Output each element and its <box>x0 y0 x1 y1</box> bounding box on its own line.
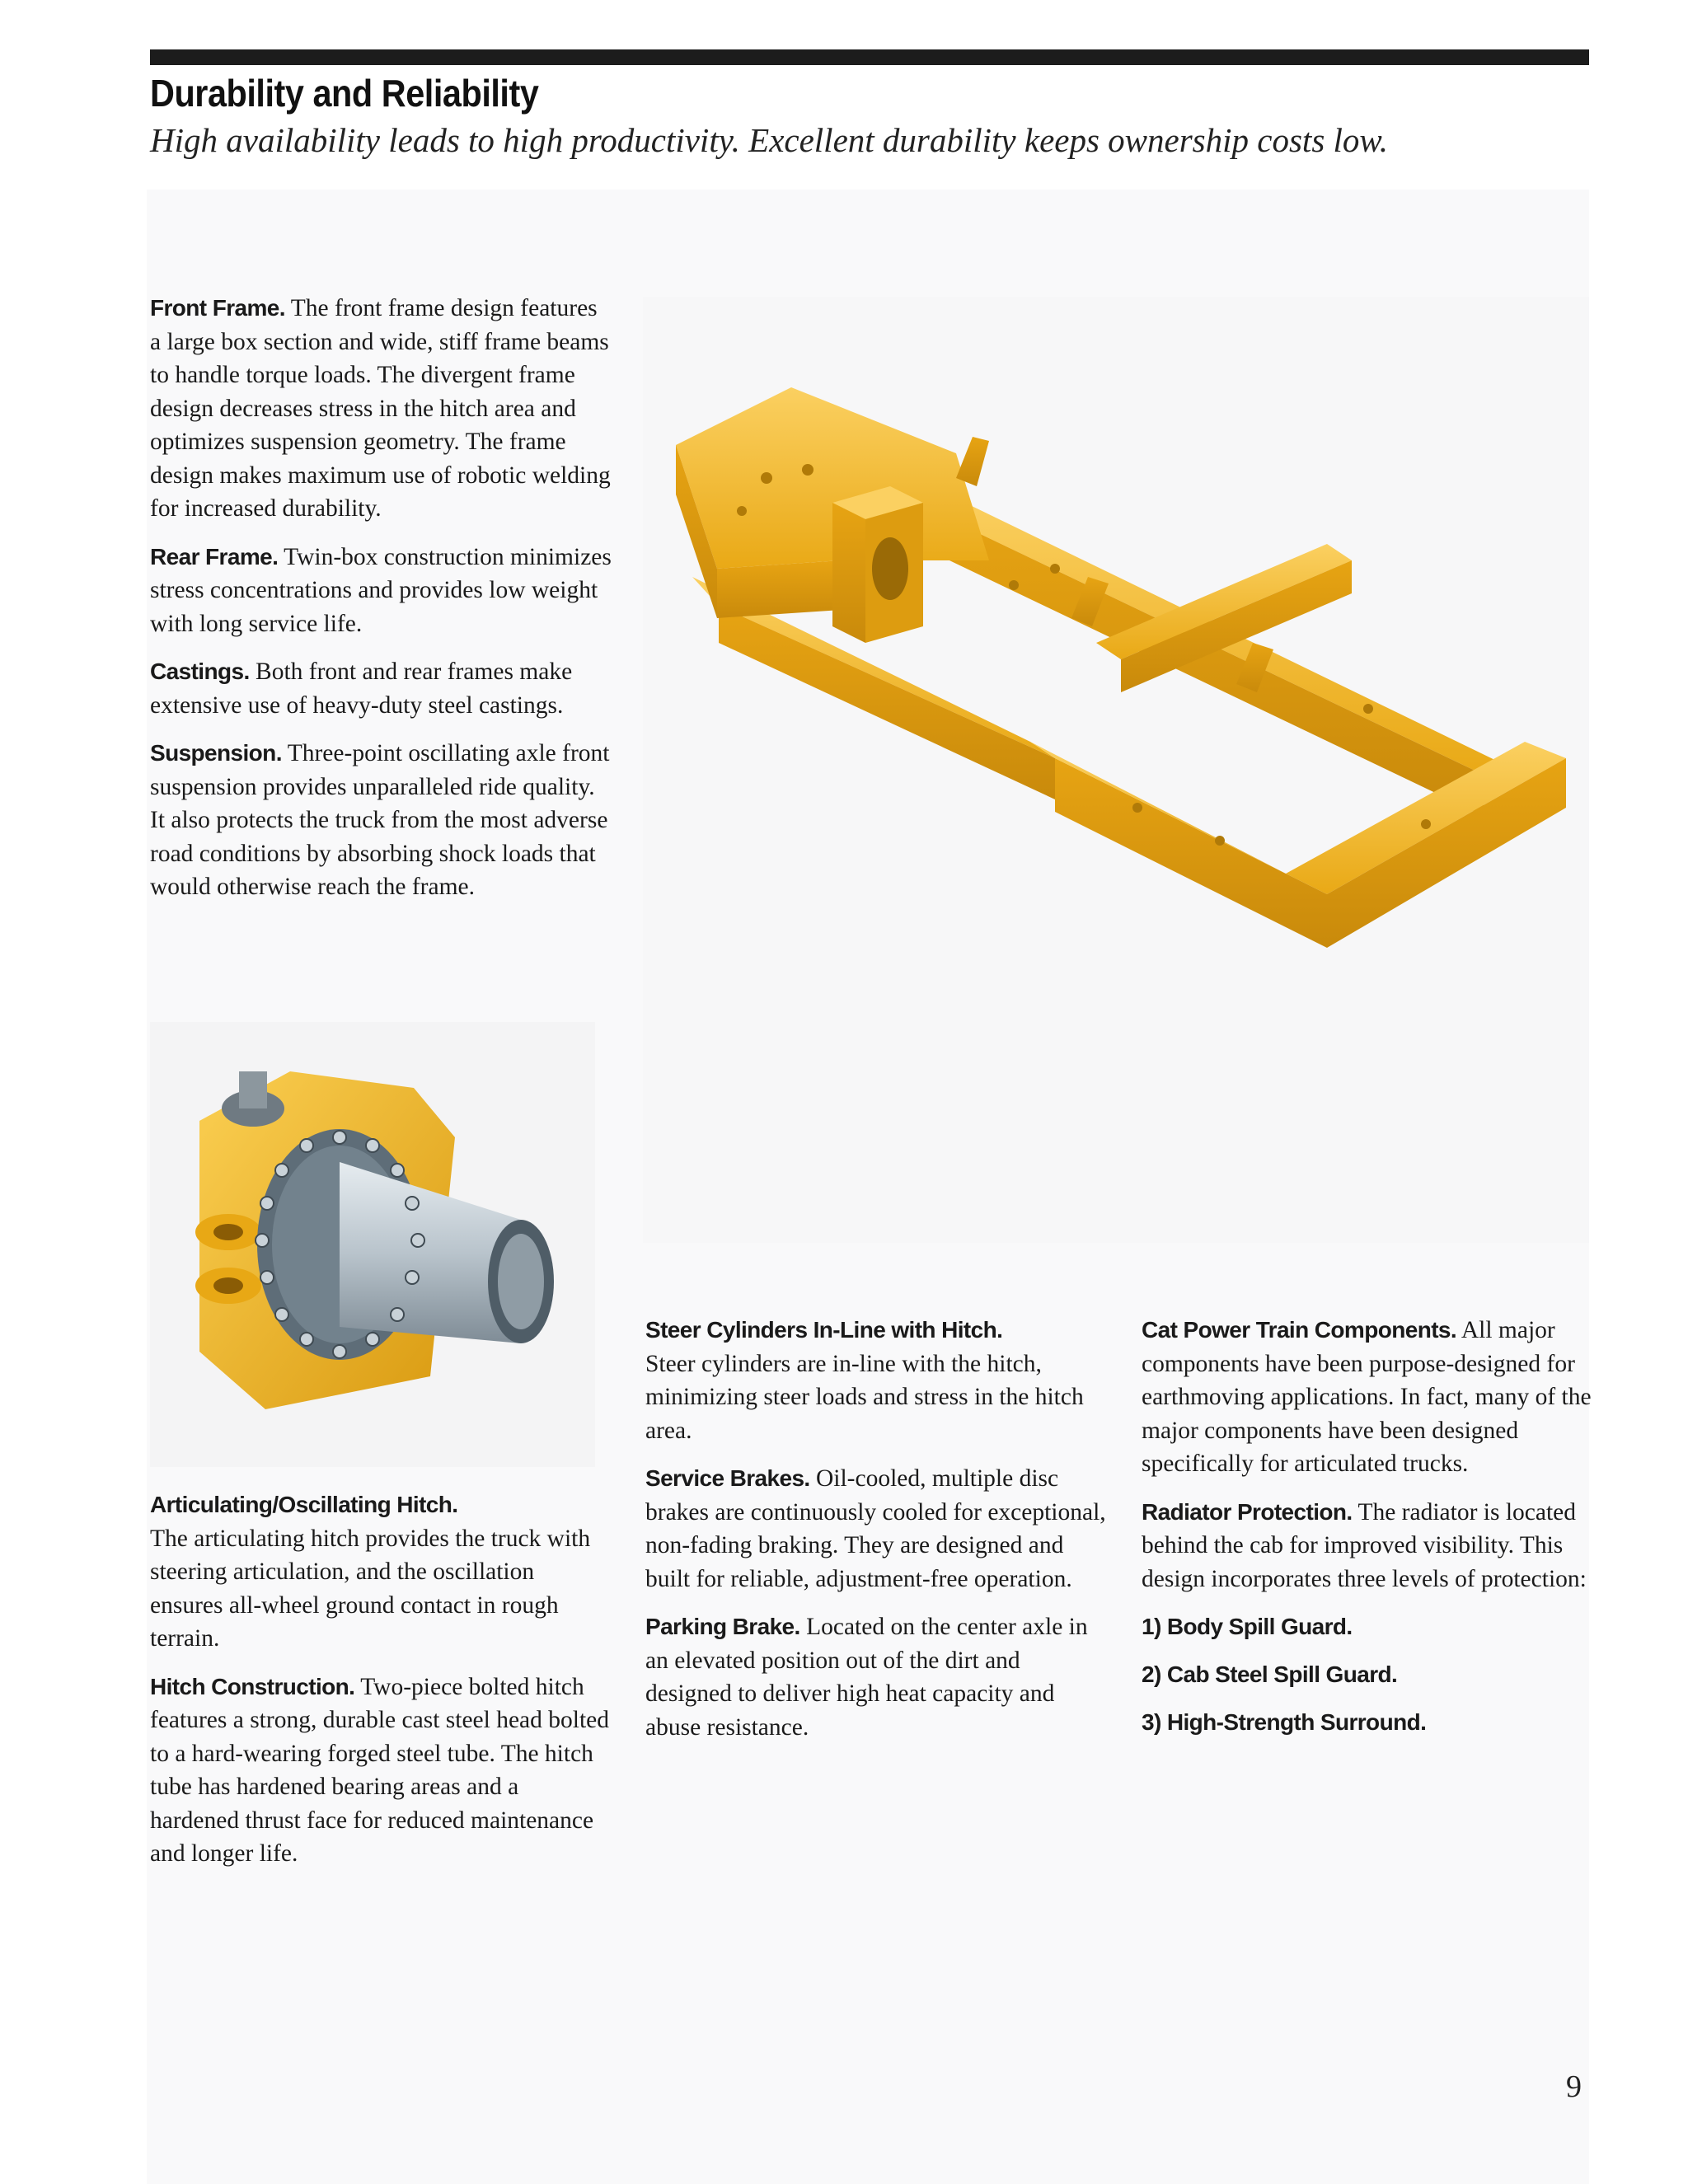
page-subtitle: High availability leads to high productivity. Excellent durability keeps ownership costs low. <box>150 121 1388 159</box>
left-column-upper <box>150 292 612 919</box>
radiator-paragraph <box>1142 1496 1603 1596</box>
page-title: Durability and Reliability <box>150 72 539 115</box>
truck-frame-illustration <box>643 297 1589 1243</box>
power-train-body: All major components have been purpose-designed for earthmoving applications. In fact, many of the major components have been designed specifically for articulated trucks. <box>1142 1317 1592 1477</box>
castings-paragraph <box>150 655 612 722</box>
radiator-body: The radiator is located behind the cab for improved visibility. This design incorporates three levels of protection: <box>1142 1498 1587 1592</box>
steer-cylinders-body: Steer cylinders are in-line with the hitch, minimizing steer loads and stress in the hitch area. <box>645 1350 1084 1444</box>
suspension-paragraph <box>150 737 612 904</box>
right-column <box>1142 1314 1603 1754</box>
hitch-construction-body: Two-piece bolted hitch features a strong, durable cast steel head bolted to a hard-wearing forged steel tube. The hitch tube has hardened bearing areas and a hardened thrust face for reduced maintenance and longer life. <box>150 1673 609 1867</box>
page-number: 9 <box>1566 2069 1582 2104</box>
middle-column <box>645 1314 1107 1759</box>
suspension-heading: Suspension. <box>150 740 282 766</box>
service-brakes-paragraph <box>645 1462 1107 1596</box>
service-brakes-heading: Service Brakes. <box>645 1465 810 1491</box>
hitch-construction-heading: Hitch Construction. <box>150 1673 355 1699</box>
rear-frame-body: Twin-box construction minimizes stress concentrations and provides low weight with long service life. <box>150 543 612 637</box>
hitch-illustration <box>150 1022 595 1467</box>
parking-brake-paragraph <box>645 1610 1107 1744</box>
parking-brake-body: Located on the center axle in an elevated position out of the dirt and designed to deliver high heat capacity and abuse resistance. <box>645 1614 1088 1741</box>
power-train-paragraph <box>1142 1314 1603 1481</box>
front-frame-heading: Front Frame. <box>150 295 285 321</box>
rear-frame-paragraph <box>150 541 612 641</box>
front-frame-body: The front frame design features a large box section and wide, stiff frame beams to handle torque loads. The divergent frame design decreases stress in the hitch area and optimizes suspension geometry. The frame design makes maximum use of robotic welding for increased durability. <box>150 295 611 522</box>
left-column-lower <box>150 1488 612 1886</box>
protection-item-3: 3) High-Strength Surround. <box>1142 1709 1427 1735</box>
suspension-body: Three-point oscillating axle front suspension provides unparalleled ride quality. It also protects the truck from the most adverse road conditions by absorbing shock loads that would otherwise reach the frame. <box>150 740 610 900</box>
service-brakes-body: Oil-cooled, multiple disc brakes are continuously cooled for exceptional, non-fading braking. They are designed and built for reliable, adjustment-free operation. <box>645 1465 1106 1592</box>
parking-brake-heading: Parking Brake. <box>645 1614 800 1639</box>
steer-cylinders-heading: Steer Cylinders In-Line with Hitch. <box>645 1317 1003 1343</box>
hitch-construction-paragraph <box>150 1671 612 1871</box>
protection-item-1: 1) Body Spill Guard. <box>1142 1614 1353 1639</box>
protection-item-2: 2) Cab Steel Spill Guard. <box>1142 1661 1398 1687</box>
hitch-paragraph <box>150 1488 612 1656</box>
hitch-body: The articulating hitch provides the truck with steering articulation, and the oscillation ensures all-wheel ground contact in rough terrain. <box>150 1525 591 1652</box>
hitch-heading: Articulating/Oscillating Hitch. <box>150 1492 458 1517</box>
header-rule <box>150 49 1589 65</box>
front-frame-paragraph <box>150 292 612 526</box>
rear-frame-heading: Rear Frame. <box>150 543 279 569</box>
castings-heading: Castings. <box>150 658 250 684</box>
steer-cylinders-paragraph <box>645 1314 1107 1447</box>
radiator-heading: Radiator Protection. <box>1142 1498 1353 1525</box>
castings-body: Both front and rear frames make extensive use of heavy-duty steel castings. <box>150 658 573 719</box>
power-train-heading: Cat Power Train Components. <box>1142 1317 1457 1343</box>
